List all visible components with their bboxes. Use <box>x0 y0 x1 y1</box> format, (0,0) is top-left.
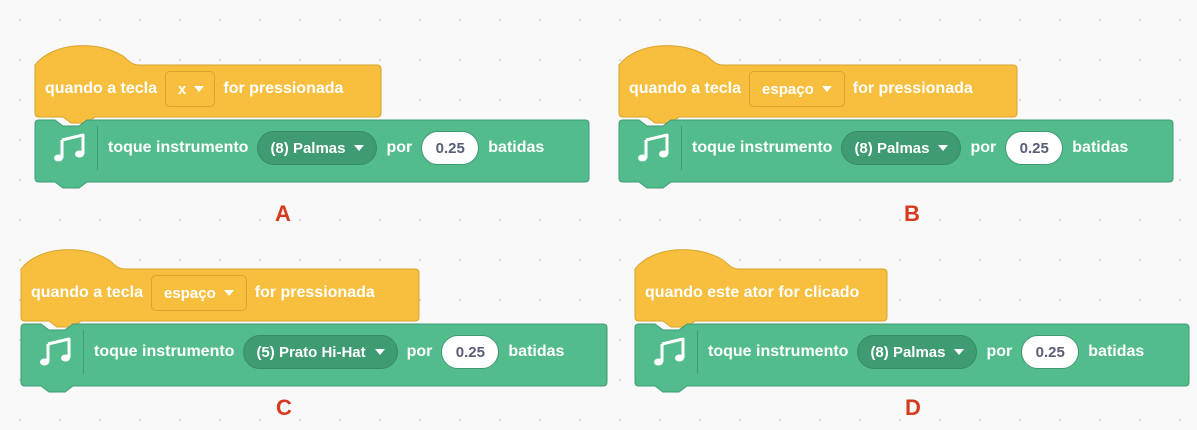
block-prefix-text: toque instrumento <box>108 139 249 156</box>
hat-prefix-text: quando a tecla <box>31 284 144 301</box>
block-suffix-text: batidas <box>488 139 545 156</box>
key-value: x <box>178 80 187 98</box>
instrument-dropdown[interactable] <box>841 131 961 165</box>
option-label-b: B <box>904 201 920 226</box>
beats-value: 0.25 <box>1035 343 1065 361</box>
option-label-d: D <box>905 395 921 420</box>
hat-suffix-text: for pressionada <box>254 284 375 301</box>
play-drum-block <box>35 116 544 180</box>
music-notes-icon <box>645 320 695 384</box>
instrument-value: (8) Palmas <box>270 139 346 157</box>
block-suffix-text: batidas <box>1088 343 1145 360</box>
play-drum-block <box>619 116 1128 180</box>
caret-down-icon <box>354 145 364 151</box>
instrument-dropdown[interactable] <box>243 335 397 369</box>
key-dropdown[interactable] <box>749 71 845 107</box>
caret-down-icon <box>224 290 234 296</box>
music-notes-icon <box>629 116 679 180</box>
instrument-value: (8) Palmas <box>870 343 946 361</box>
block-suffix-text: batidas <box>508 343 565 360</box>
music-notes-icon <box>31 320 81 384</box>
block-divider <box>97 126 98 170</box>
caret-down-icon <box>938 145 948 151</box>
beats-value: 0.25 <box>435 139 465 157</box>
block-prefix-text: toque instrumento <box>692 139 833 156</box>
beats-input[interactable] <box>1005 131 1063 165</box>
block-mid-text: por <box>970 139 997 156</box>
block-divider <box>697 330 698 374</box>
block-prefix-text: toque instrumento <box>708 343 849 360</box>
hat-text: quando este ator for clicado <box>645 284 860 301</box>
beats-value: 0.25 <box>455 343 485 361</box>
hat-suffix-text: for pressionada <box>852 80 973 97</box>
caret-down-icon <box>954 349 964 355</box>
beats-input[interactable] <box>441 335 499 369</box>
key-value: espaço <box>164 284 216 302</box>
instrument-value: (5) Prato Hi-Hat <box>256 343 366 361</box>
play-drum-block <box>635 320 1144 384</box>
key-dropdown[interactable] <box>151 275 247 311</box>
hat-content <box>21 269 375 317</box>
instrument-dropdown[interactable] <box>857 335 977 369</box>
caret-down-icon <box>375 349 385 355</box>
instrument-dropdown[interactable] <box>257 131 377 165</box>
option-label-c: C <box>276 395 292 420</box>
beats-input[interactable] <box>1021 335 1079 369</box>
block-prefix-text: toque instrumento <box>94 343 235 360</box>
key-dropdown[interactable] <box>165 71 215 107</box>
block-divider <box>681 126 682 170</box>
beats-input[interactable] <box>421 131 479 165</box>
block-mid-text: por <box>986 343 1013 360</box>
instrument-value: (8) Palmas <box>854 139 930 157</box>
hat-content <box>635 269 859 317</box>
music-notes-icon <box>45 116 95 180</box>
block-mid-text: por <box>386 139 413 156</box>
hat-suffix-text: for pressionada <box>223 80 344 97</box>
hat-prefix-text: quando a tecla <box>629 80 742 97</box>
block-divider <box>83 330 84 374</box>
block-mid-text: por <box>406 343 433 360</box>
caret-down-icon <box>822 86 832 92</box>
block-suffix-text: batidas <box>1072 139 1129 156</box>
caret-down-icon <box>194 86 204 92</box>
option-label-a: A <box>275 201 291 226</box>
hat-content <box>35 65 343 113</box>
hat-prefix-text: quando a tecla <box>45 80 158 97</box>
play-drum-block <box>21 320 564 384</box>
hat-content <box>619 65 973 113</box>
beats-value: 0.25 <box>1019 139 1049 157</box>
key-value: espaço <box>762 80 814 98</box>
